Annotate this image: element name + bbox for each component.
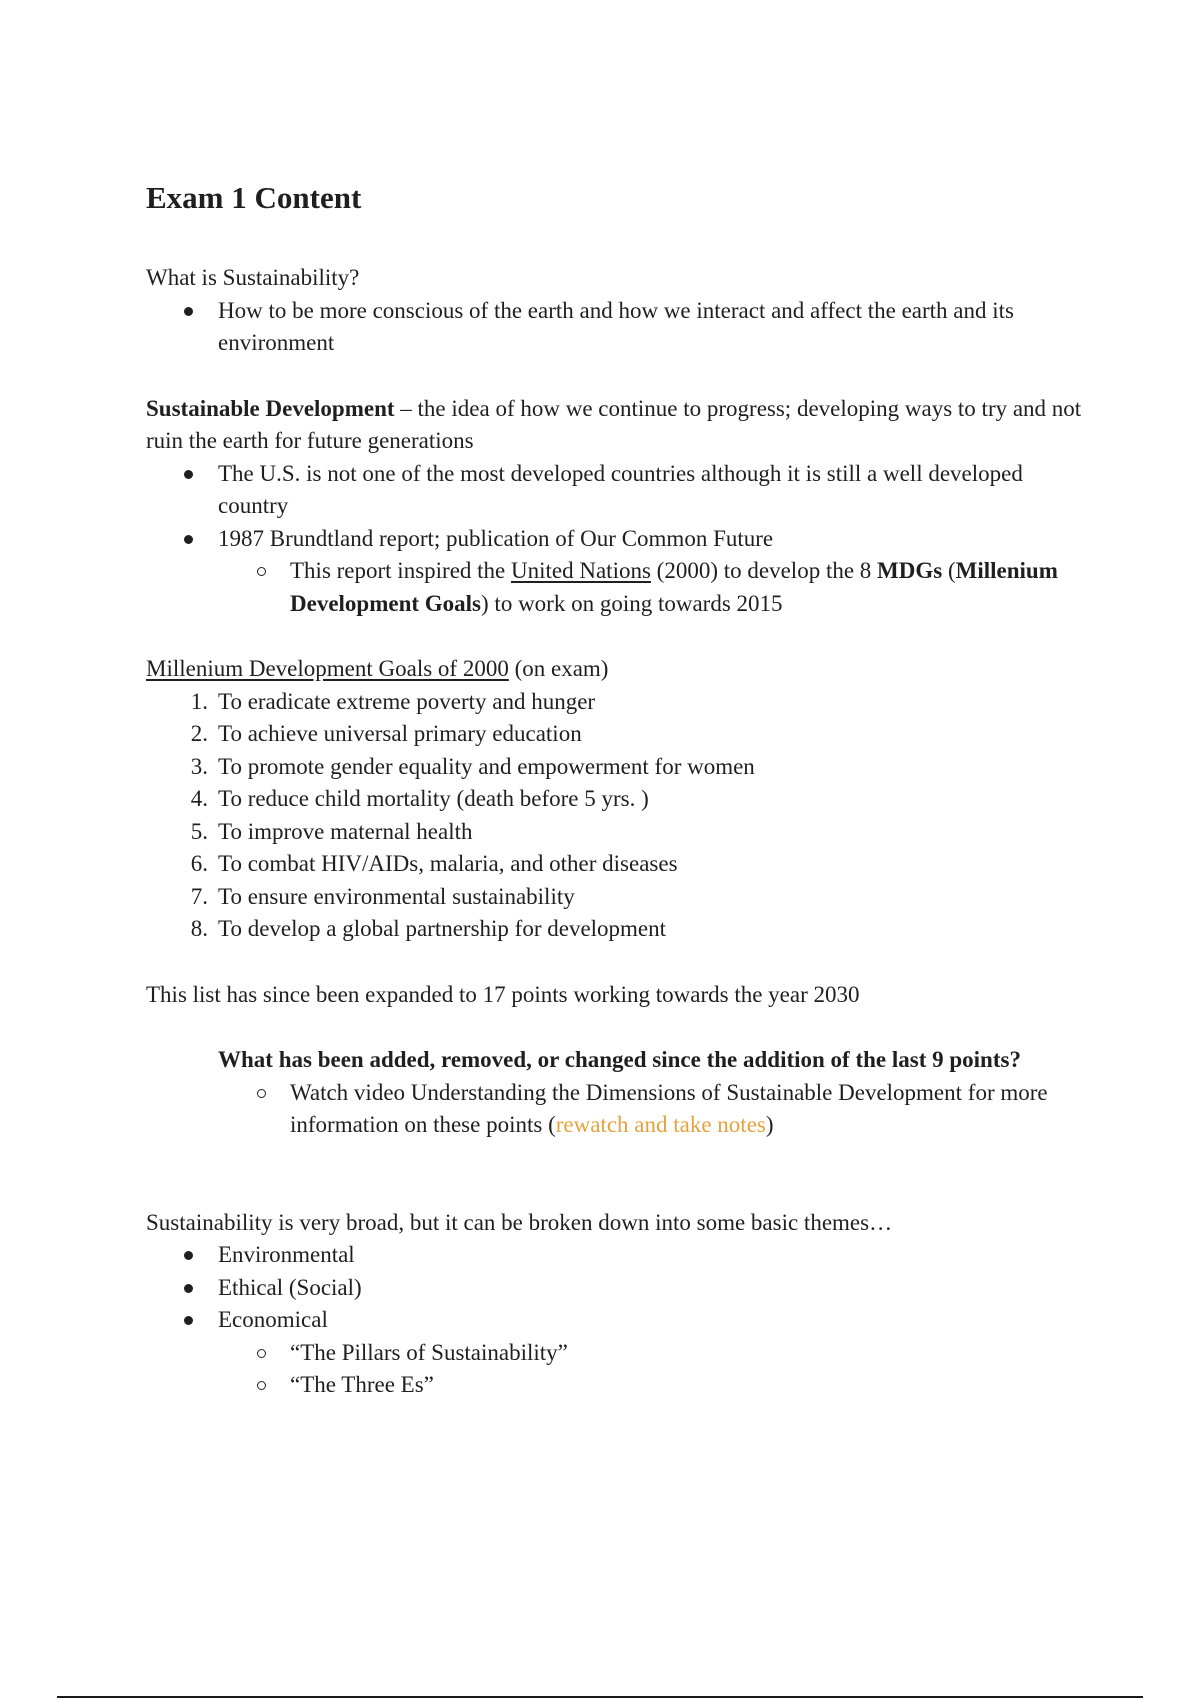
theme-economical: Economical xyxy=(218,1307,328,1332)
sustainable-development-definition: – the idea of how we continue to progress; developing ways to try and not ruin the earth for future generations xyxy=(146,395,1082,453)
goal-number: 2. xyxy=(190,721,208,746)
brundtland-bullet-text: 1987 Brundtland report; publication of Our Common Future xyxy=(218,525,774,551)
sustainability-question-heading: What is Sustainability? xyxy=(146,265,360,290)
list-item: “The Three Es” xyxy=(290,1369,1086,1402)
goal-text: To ensure environmental sustainability xyxy=(218,883,575,909)
question-bullets xyxy=(146,1077,1086,1142)
goal-text: To combat HIV/AIDs, malaria, and other diseases xyxy=(218,851,678,876)
goal-number: 3. xyxy=(190,753,208,779)
sustainability-bullets xyxy=(146,295,1086,360)
mdg-heading-suffix: (on exam) xyxy=(508,656,609,681)
sustainable-development-term: Sustainable Development xyxy=(146,395,395,421)
goal-text: To reduce child mortality (death before 5 yrs. ) xyxy=(218,786,649,811)
list-item: “The Pillars of Sustainability” xyxy=(290,1337,1086,1370)
goal-number: 4. xyxy=(190,786,208,811)
list-item xyxy=(190,848,1086,881)
sustainable-development-paragraph xyxy=(146,393,1086,458)
question-heading: What has been added, removed, or changed since the addition of the last 9 points? xyxy=(218,1047,1021,1072)
mdg-goals-list xyxy=(146,686,1086,946)
sub-bullet-text-1: This report inspired the xyxy=(290,558,512,583)
expansion-note: This list has since been expanded to 17 points working towards the year 2030 xyxy=(146,981,860,1007)
list-item xyxy=(190,783,1086,816)
video-instruction-text: Watch video Understanding the Dimensions of Sustainable Development for more information on these points ( xyxy=(290,1079,1048,1137)
goal-text: To achieve universal primary education xyxy=(218,721,582,746)
mdg-heading-link[interactable]: Millenium Development Goals of 2000 xyxy=(146,656,509,681)
mdg-full-term: Millenium Development Goals xyxy=(290,558,1058,616)
list-item xyxy=(218,1304,1086,1402)
goal-text: To eradicate extreme poverty and hunger xyxy=(218,688,596,714)
goal-number: 7. xyxy=(190,883,208,909)
list-item xyxy=(190,913,1086,946)
goal-number: 5. xyxy=(190,818,208,844)
list-item xyxy=(218,523,1086,621)
list-item xyxy=(190,718,1086,751)
rewatch-highlight: rewatch and take notes xyxy=(555,1112,766,1137)
document-body xyxy=(146,262,1086,1402)
mdgs-term: MDGs xyxy=(877,558,943,583)
list-item xyxy=(290,555,1086,620)
goal-number: 8. xyxy=(190,916,208,941)
themes-intro: Sustainability is very broad, but it can be broken down into some basic themes… xyxy=(146,1209,893,1235)
sub-bullet-text-2: (2000) to develop the 8 xyxy=(650,558,878,583)
themes-list xyxy=(146,1239,1086,1402)
united-nations-link[interactable]: United Nations xyxy=(511,558,651,583)
goal-text: To develop a global partnership for development xyxy=(218,916,667,941)
list-item xyxy=(190,881,1086,914)
document-title: Exam 1 Content xyxy=(146,180,362,215)
goal-text: To improve maternal health xyxy=(218,818,473,844)
goal-number: 1. xyxy=(190,688,208,714)
list-item: How to be more conscious of the earth and how we interact and affect the earth and its environment xyxy=(218,295,1086,360)
brundtland-sub-bullets xyxy=(218,555,1086,620)
video-instruction-close: ) xyxy=(765,1112,774,1137)
list-item xyxy=(190,751,1086,784)
goal-number: 6. xyxy=(190,851,208,876)
sub-bullet-text-4: ) to work on going towards 2015 xyxy=(481,590,783,616)
list-item: Ethical (Social) xyxy=(218,1272,1086,1305)
list-item: Environmental xyxy=(218,1239,1086,1272)
list-item xyxy=(190,816,1086,849)
page-bottom-rule xyxy=(57,1696,1143,1698)
sustainable-development-bullets xyxy=(146,458,1086,621)
list-item xyxy=(190,686,1086,719)
sub-bullet-text-3: ( xyxy=(942,558,956,583)
mdg-heading xyxy=(146,653,1086,686)
list-item: The U.S. is not one of the most developed countries although it is still a well developed country xyxy=(218,458,1086,523)
list-item xyxy=(290,1077,1086,1142)
themes-sub-list xyxy=(218,1337,1086,1402)
goal-text: To promote gender equality and empowerment for women xyxy=(218,753,755,779)
